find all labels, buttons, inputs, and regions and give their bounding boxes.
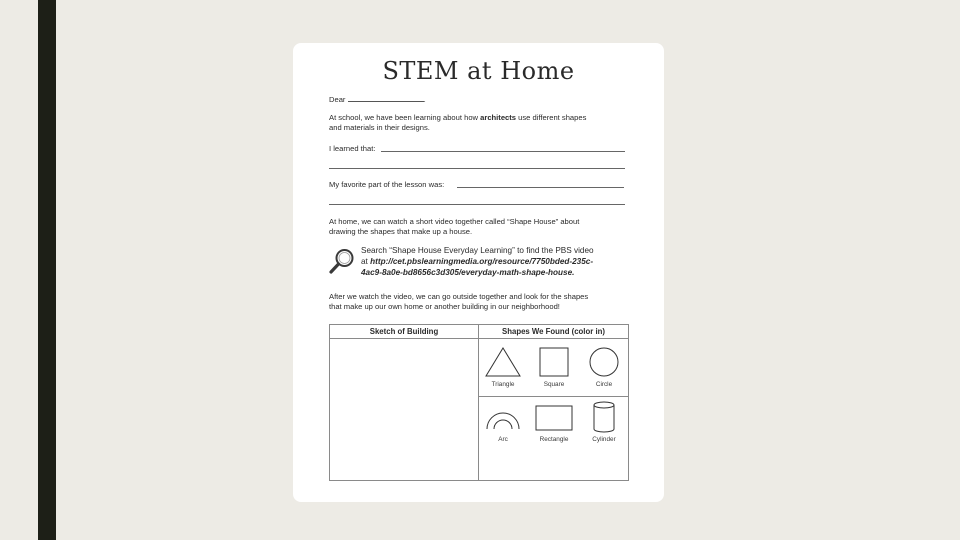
- architects-bold: architects: [480, 113, 517, 122]
- rectangle-icon: [534, 401, 574, 433]
- learned-blank-1[interactable]: [381, 151, 625, 152]
- shape-triangle[interactable]: [479, 346, 527, 388]
- triangle-icon: [483, 346, 523, 378]
- learned-blank-2[interactable]: [329, 168, 625, 169]
- video-line-2: drawing the shapes that make up a house.: [329, 227, 473, 236]
- search-at: at: [361, 257, 371, 266]
- search-line-3: [361, 268, 574, 279]
- video-line-1: At home, we can watch a short video together called “Shape House” about: [329, 217, 580, 226]
- favorite-blank-2[interactable]: [329, 204, 625, 205]
- square-icon: [534, 346, 574, 378]
- magnifying-glass-icon: [328, 247, 356, 280]
- shape-label-arc: Arc: [498, 436, 508, 443]
- worksheet-title: STEM at Home: [382, 57, 575, 85]
- shapes-table: [329, 324, 629, 481]
- outside-line-2: that make up our own home or another building in our neighborhood!: [329, 302, 560, 311]
- arc-icon: [483, 401, 523, 433]
- shape-label-circle: Circle: [595, 381, 613, 388]
- dear-end: .: [423, 95, 426, 104]
- worksheet-page: [293, 43, 664, 502]
- sketch-header: Sketch of Building: [330, 325, 479, 339]
- shapes-row-divider: [479, 396, 628, 397]
- shape-arc[interactable]: [479, 401, 527, 443]
- shape-circle[interactable]: [580, 346, 628, 388]
- dear-line: [329, 94, 426, 105]
- intro-text: At school, we have been learning about how: [329, 113, 481, 122]
- shapes-header: Shapes We Found (color in): [479, 325, 629, 339]
- favorite-label: My favorite part of the lesson was:: [329, 180, 445, 189]
- shapes-found-area: [479, 339, 629, 481]
- sketch-area[interactable]: [330, 339, 479, 481]
- shape-label-cylinder: Cylinder: [592, 436, 616, 443]
- dear-label: Dear: [329, 95, 348, 104]
- search-line-1: Search “Shape House Everyday Learning” to find the PBS video: [361, 246, 594, 255]
- favorite-blank-1[interactable]: [457, 187, 624, 188]
- intro-line-1: [329, 113, 586, 123]
- shape-label-triangle: Triangle: [491, 381, 515, 388]
- search-line-2: [361, 257, 593, 268]
- pbs-url-part-1[interactable]: http://cet.pbslearningmedia.org/resource/7750bded-235c-: [370, 257, 594, 266]
- pbs-url-part-2[interactable]: 4ac9-8a0e-bd8656c3d305/everyday-math-shape-house.: [361, 268, 575, 277]
- shape-square[interactable]: [530, 346, 578, 388]
- side-accent-bar: [38, 0, 56, 540]
- cylinder-icon: [584, 401, 624, 433]
- intro-text-end: use different shapes: [516, 113, 587, 122]
- learned-label: I learned that:: [329, 144, 376, 153]
- intro-line-2: and materials in their designs.: [329, 123, 430, 132]
- shape-cylinder[interactable]: [580, 401, 628, 443]
- outside-line-1: After we watch the video, we can go outside together and look for the shapes: [329, 292, 589, 301]
- shape-label-rectangle: Rectangle: [539, 436, 569, 443]
- circle-icon: [584, 346, 624, 378]
- shape-rectangle[interactable]: [530, 401, 578, 443]
- dear-blank[interactable]: [348, 94, 424, 102]
- shape-label-square: Square: [543, 381, 565, 388]
